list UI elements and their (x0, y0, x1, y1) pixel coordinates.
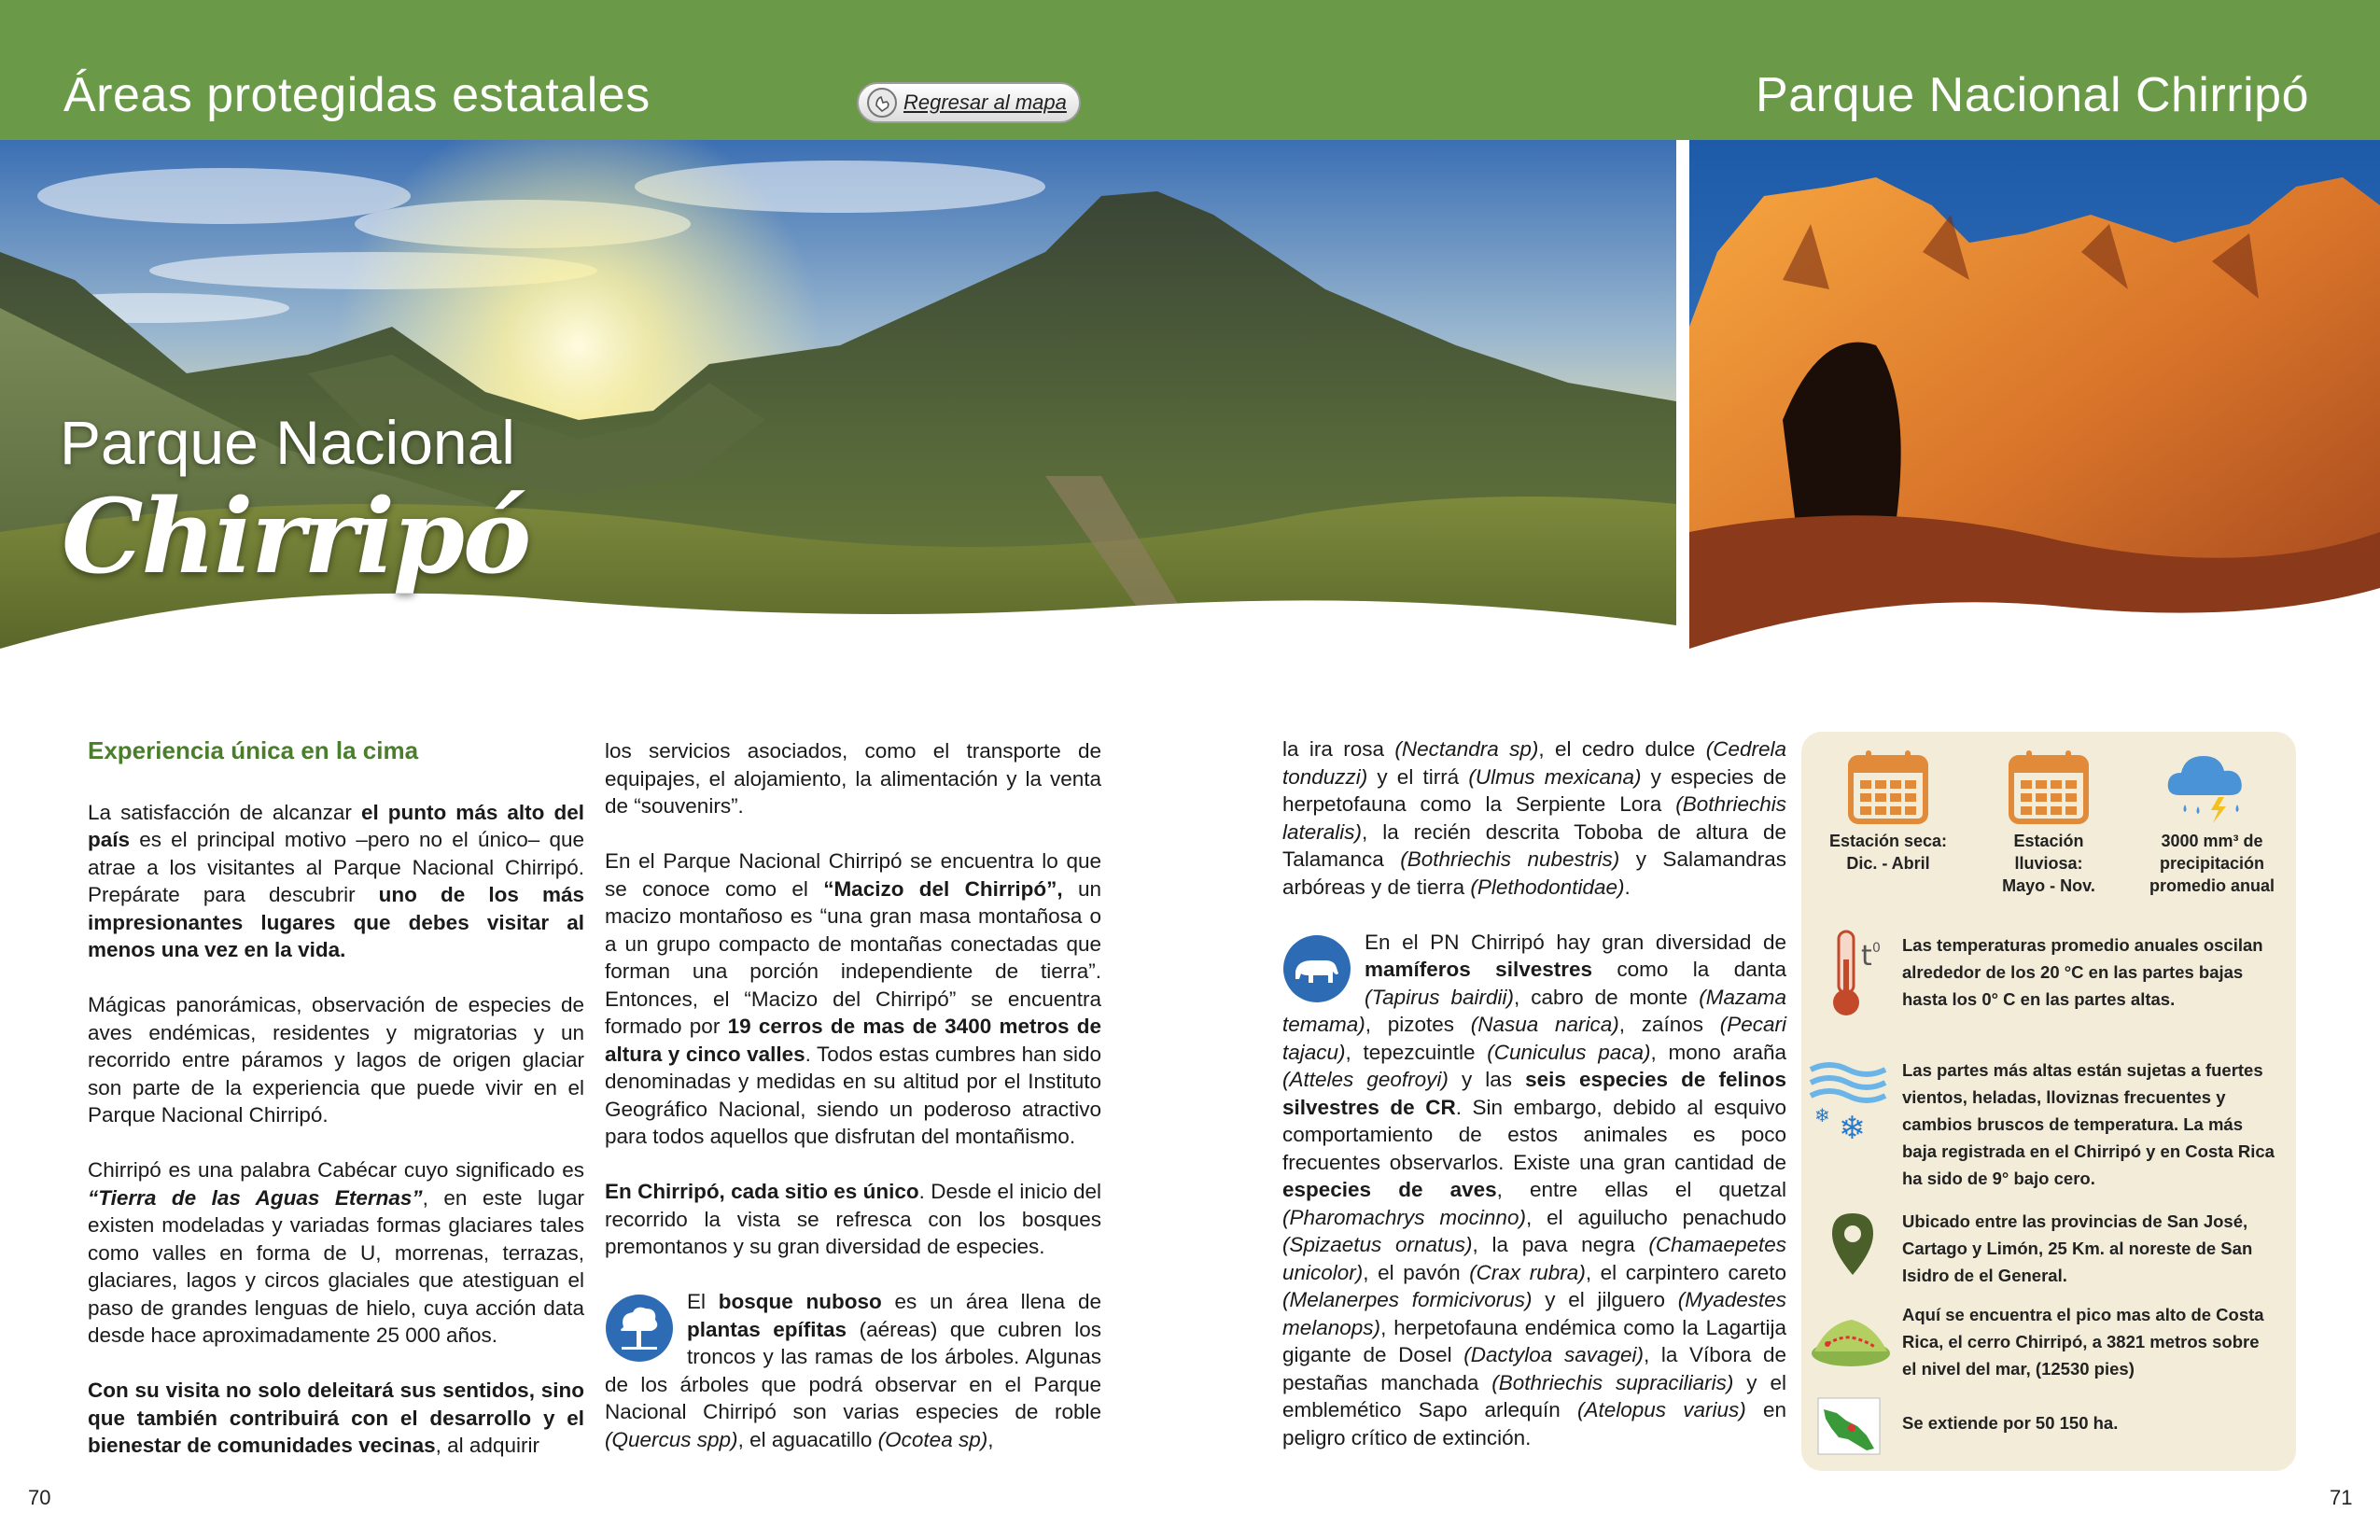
costa-rica-map-icon (1816, 1396, 1882, 1456)
svg-text:❄: ❄ (1814, 1104, 1830, 1127)
paragraph: Chirripó es una palabra Cabécar cuyo significado es “Tierra de las Aguas Eternas”, en este lugar existen modeladas y variadas formas glaciares tales como valles en forma de U, morrenas, terrazas, glaciares, lagos y circos glaciales que atestiguan el paso de grandes lenguas de hielo, cuya acción data desde hace aproximadamente 25 000 años. (88, 1158, 585, 1347)
paragraph: En Chirripó, cada sitio es único. Desde el inicio del recorrido la vista se refresca con los bosques premontanos y su gran diversidad de especies. (605, 1180, 1101, 1258)
tree-icon (605, 1294, 674, 1363)
svg-text:0: 0 (1872, 941, 1881, 956)
dry-season-value: Dic. - Abril (1846, 854, 1930, 873)
storm-cloud-icon (2161, 749, 2263, 825)
peak-text: Aquí se encuentra el pico mas alto de Costa Rica, el cerro Chirripó, a 3821 metros sobre el nivel del mar, (12530 pies) (1902, 1305, 2264, 1379)
rock-formation-photo (1689, 140, 2380, 700)
hand-pointer-icon (866, 87, 898, 119)
wind-snow-icon (1807, 1057, 1893, 1142)
paragraph: Con su visita no solo deleitará sus sentidos, sino que también contribuirá con el desarrollo y el bienestar de comunidades vecinas, al adquirir (88, 1379, 584, 1457)
precipitation-line2: precipitación (2159, 854, 2265, 873)
back-to-map-button[interactable] (857, 82, 1081, 123)
section-title: Áreas protegidas estatales (63, 68, 651, 122)
paragraph: Mágicas panorámicas, observación de especies de aves endémicas, residentes y migratorias y un recorrido entre páramos y lagos de origen glaciar son parte de la experiencia que puede vivir en el Parque Nacional Chirripó. (88, 993, 584, 1127)
paragraph: los servicios asociados, como el transporte de equipajes, el alojamiento, la alimentación y la venta de “souvenirs”. (605, 739, 1101, 818)
text-column-3 (1282, 735, 1786, 1479)
location-text: Ubicado entre las provincias de San José, Cartago y Limón, 25 Km. al noreste de San Isidro de el General. (1902, 1211, 2253, 1285)
mountain-peak-icon (1809, 1307, 1893, 1372)
tapir-icon (1282, 934, 1351, 1003)
temperature-text: Las temperaturas promedio anuales oscilan alrededor de los 20 °C en las partes bajas hasta los 0° C en las partes altas. (1902, 935, 2263, 1009)
rainy-season-value: Mayo - Nov. (2002, 876, 2095, 895)
section-heading: Experiencia única en la cima (88, 736, 419, 764)
weather-text: Las partes más altas están sujetas a fuertes vientos, heladas, lloviznas frecuentes y cambios bruscos de temperatura. La más baja registrada en el Chirripó y en Costa Rica ha sido de 9° bajo cero. (1902, 1060, 2275, 1188)
text-column-2 (605, 737, 1101, 1481)
svg-text:❄: ❄ (1839, 1110, 1866, 1142)
svg-text:t: t (1861, 940, 1872, 973)
info-box (1801, 732, 2296, 1471)
dry-season-block (1827, 749, 1949, 875)
map-pin-icon (1827, 1211, 1878, 1277)
paragraph: la ira rosa (Nectandra sp), el cedro dulce (Cedrela tonduzzi) y el tirrá (Ulmus mexicana) y especies de herpetofauna como la Serpiente Lora (Bothriechis lateralis), la recién descrita Toboba de altura de Talamanca (Bothriechis nubestris) y Salamandras arbóreas y de tierra (Plethodontidae). (1282, 737, 1787, 899)
paragraph: La satisfacción de alcanzar el punto más alto del país es el principal motivo –pero no el único– que atrae a los visitantes al Parque Nacional Chirripó. Prepárate para descubrir uno de los más impresionantes lugares que debes visitar al menos una vez en la vida. (88, 800, 584, 961)
thermometer-icon (1827, 928, 1883, 1021)
precipitation-line1: 3000 mm³ de (2161, 832, 2263, 850)
rainy-season-block (1979, 749, 2119, 897)
paragraph: En el Parque Nacional Chirripó se encuentra lo que se conoce como el “Macizo del Chirripó”, un macizo montañoso es “una gran masa montañosa o a un grupo compacto de montañas conectadas que forman una porción independiente de tierra”. Entonces, el “Macizo del Chirripó” se encuentra formado por 19 cerros de mas de 3400 metros de altura y cinco valles. Todos estas cumbres han sido denominadas y medidas en su altitud por el Instituto Geográfico Nacional, siendo un poderoso atractivo para todos aquellos que disfrutan del montañismo. (605, 849, 1102, 1148)
park-header-title: Parque Nacional Chirripó (1756, 68, 2309, 122)
page-number-right: 71 (2330, 1486, 2353, 1509)
hero-title-line1: Parque Nacional (60, 408, 515, 477)
precipitation-block (2137, 749, 2287, 897)
dry-season-label: Estación seca: (1828, 832, 1948, 850)
hero-title-line2: Chirripó (62, 476, 530, 596)
paragraph: El bosque nuboso es un área llena de plantas epífitas (aéreas) que cubren los troncos y las ramas de los árboles. Algunas de los árboles que podrá observar en el Parque Nacional Chirripó son varias especies de roble (Quercus spp), el aguacatillo (Ocotea sp), (605, 1290, 1101, 1451)
area-text: Se extiende por 50 150 ha. (1902, 1413, 2119, 1433)
precipitation-line3: promedio anual (2149, 876, 2275, 895)
rainy-season-label: Estación lluviosa: (2013, 832, 2084, 873)
header-bar (0, 0, 2380, 140)
page-number-left: 70 (28, 1486, 51, 1509)
calendar-icon (2006, 749, 2092, 825)
text-column-1 (88, 737, 584, 1487)
paragraph: En el PN Chirripó hay gran diversidad de mamíferos silvestres como la danta (Tapirus bairdii), cabro de monte (Mazama temama), pizotes (Nasua narica), zaínos (Pecari tajacu), tepezcuintle (Cuniculus paca), mono araña (Atteles geofroyi) y las seis especies de felinos silvestres de CR. Sin embargo, debido al esquivo comportamiento de estos animales es poco frecuentes observarlos. Existe una gran cantidad de especies de aves, entre ellas el quetzal (Pharomachrys mocinno), el aguilucho penachudo (Spizaetus ornatus), la pava negra (Chamaepetes unicolor), el pavón (Crax rubra), el carpintero careto (Melanerpes formicivorus) y el jilguero (Myadestes melanops), herpetofauna endémica como la Lagartija gigante de Dosel (Dactyloa savagei), la Víbora de pestañas manchada (Bothriechis supraciliaris) y el emblemético Sapo arlequín (Atelopus varius) en peligro crítico de extinción. (1282, 930, 1787, 1449)
calendar-icon (1845, 749, 1931, 825)
back-to-map-label: Regresar al mapa (903, 91, 1067, 114)
